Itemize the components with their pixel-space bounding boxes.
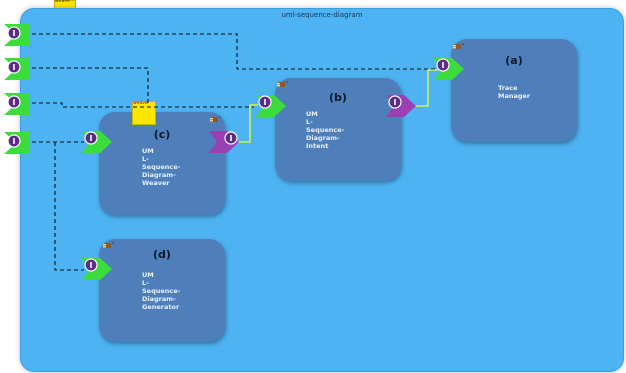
component-c[interactable] — [99, 112, 225, 215]
component-b-required-port-glyph: I — [393, 98, 397, 107]
boundary-port-1-glyph: I — [12, 29, 16, 38]
component-c-provided-port[interactable] — [82, 129, 112, 155]
frame-title: uml-sequence-diagram — [281, 11, 363, 19]
boundary-port-4[interactable] — [4, 130, 34, 156]
component-b-icon — [277, 80, 289, 89]
component-a-tag: (a) — [505, 54, 523, 67]
component-a-label: Trace Manager — [498, 84, 531, 100]
component-c-tag: (c) — [153, 128, 171, 141]
component-a[interactable] — [451, 39, 577, 142]
component-c-required-port[interactable] — [209, 129, 239, 155]
weaver-marker-label: weave — [133, 101, 148, 106]
component-a-provided-port[interactable] — [434, 56, 464, 82]
component-d[interactable] — [99, 239, 225, 342]
component-d-tag: (d) — [153, 248, 171, 261]
component-b-provided-port-glyph: I — [263, 98, 267, 107]
boundary-port-2[interactable] — [4, 56, 34, 82]
boundary-port-4-glyph: I — [12, 137, 16, 146]
component-d-provided-port[interactable] — [82, 256, 112, 282]
boundary-port-1[interactable] — [4, 22, 34, 48]
boundary-port-3-glyph: I — [12, 98, 16, 107]
boundary-port-3[interactable] — [4, 91, 34, 117]
component-b[interactable] — [275, 78, 401, 181]
top-marker-label: weave — [55, 0, 70, 4]
component-d-label: UM L- Sequence- Diagram- Generator — [142, 271, 181, 311]
component-d-provided-port-glyph: I — [89, 261, 93, 270]
component-c-required-port-glyph: I — [229, 134, 233, 143]
component-b-label: UM L- Sequence- Diagram- Intent — [306, 110, 345, 150]
component-c-icon — [210, 115, 222, 124]
component-b-required-port[interactable] — [386, 93, 416, 119]
boundary-port-2-glyph: I — [12, 63, 16, 72]
component-c-provided-port-glyph: I — [89, 134, 93, 143]
component-b-provided-port[interactable] — [256, 93, 286, 119]
component-a-provided-port-glyph: I — [441, 61, 445, 70]
component-d-icon — [103, 241, 115, 250]
component-a-icon — [453, 42, 465, 51]
component-b-tag: (b) — [329, 91, 347, 104]
component-c-label: UM L- Sequence- Diagram- Weaver — [142, 147, 181, 187]
